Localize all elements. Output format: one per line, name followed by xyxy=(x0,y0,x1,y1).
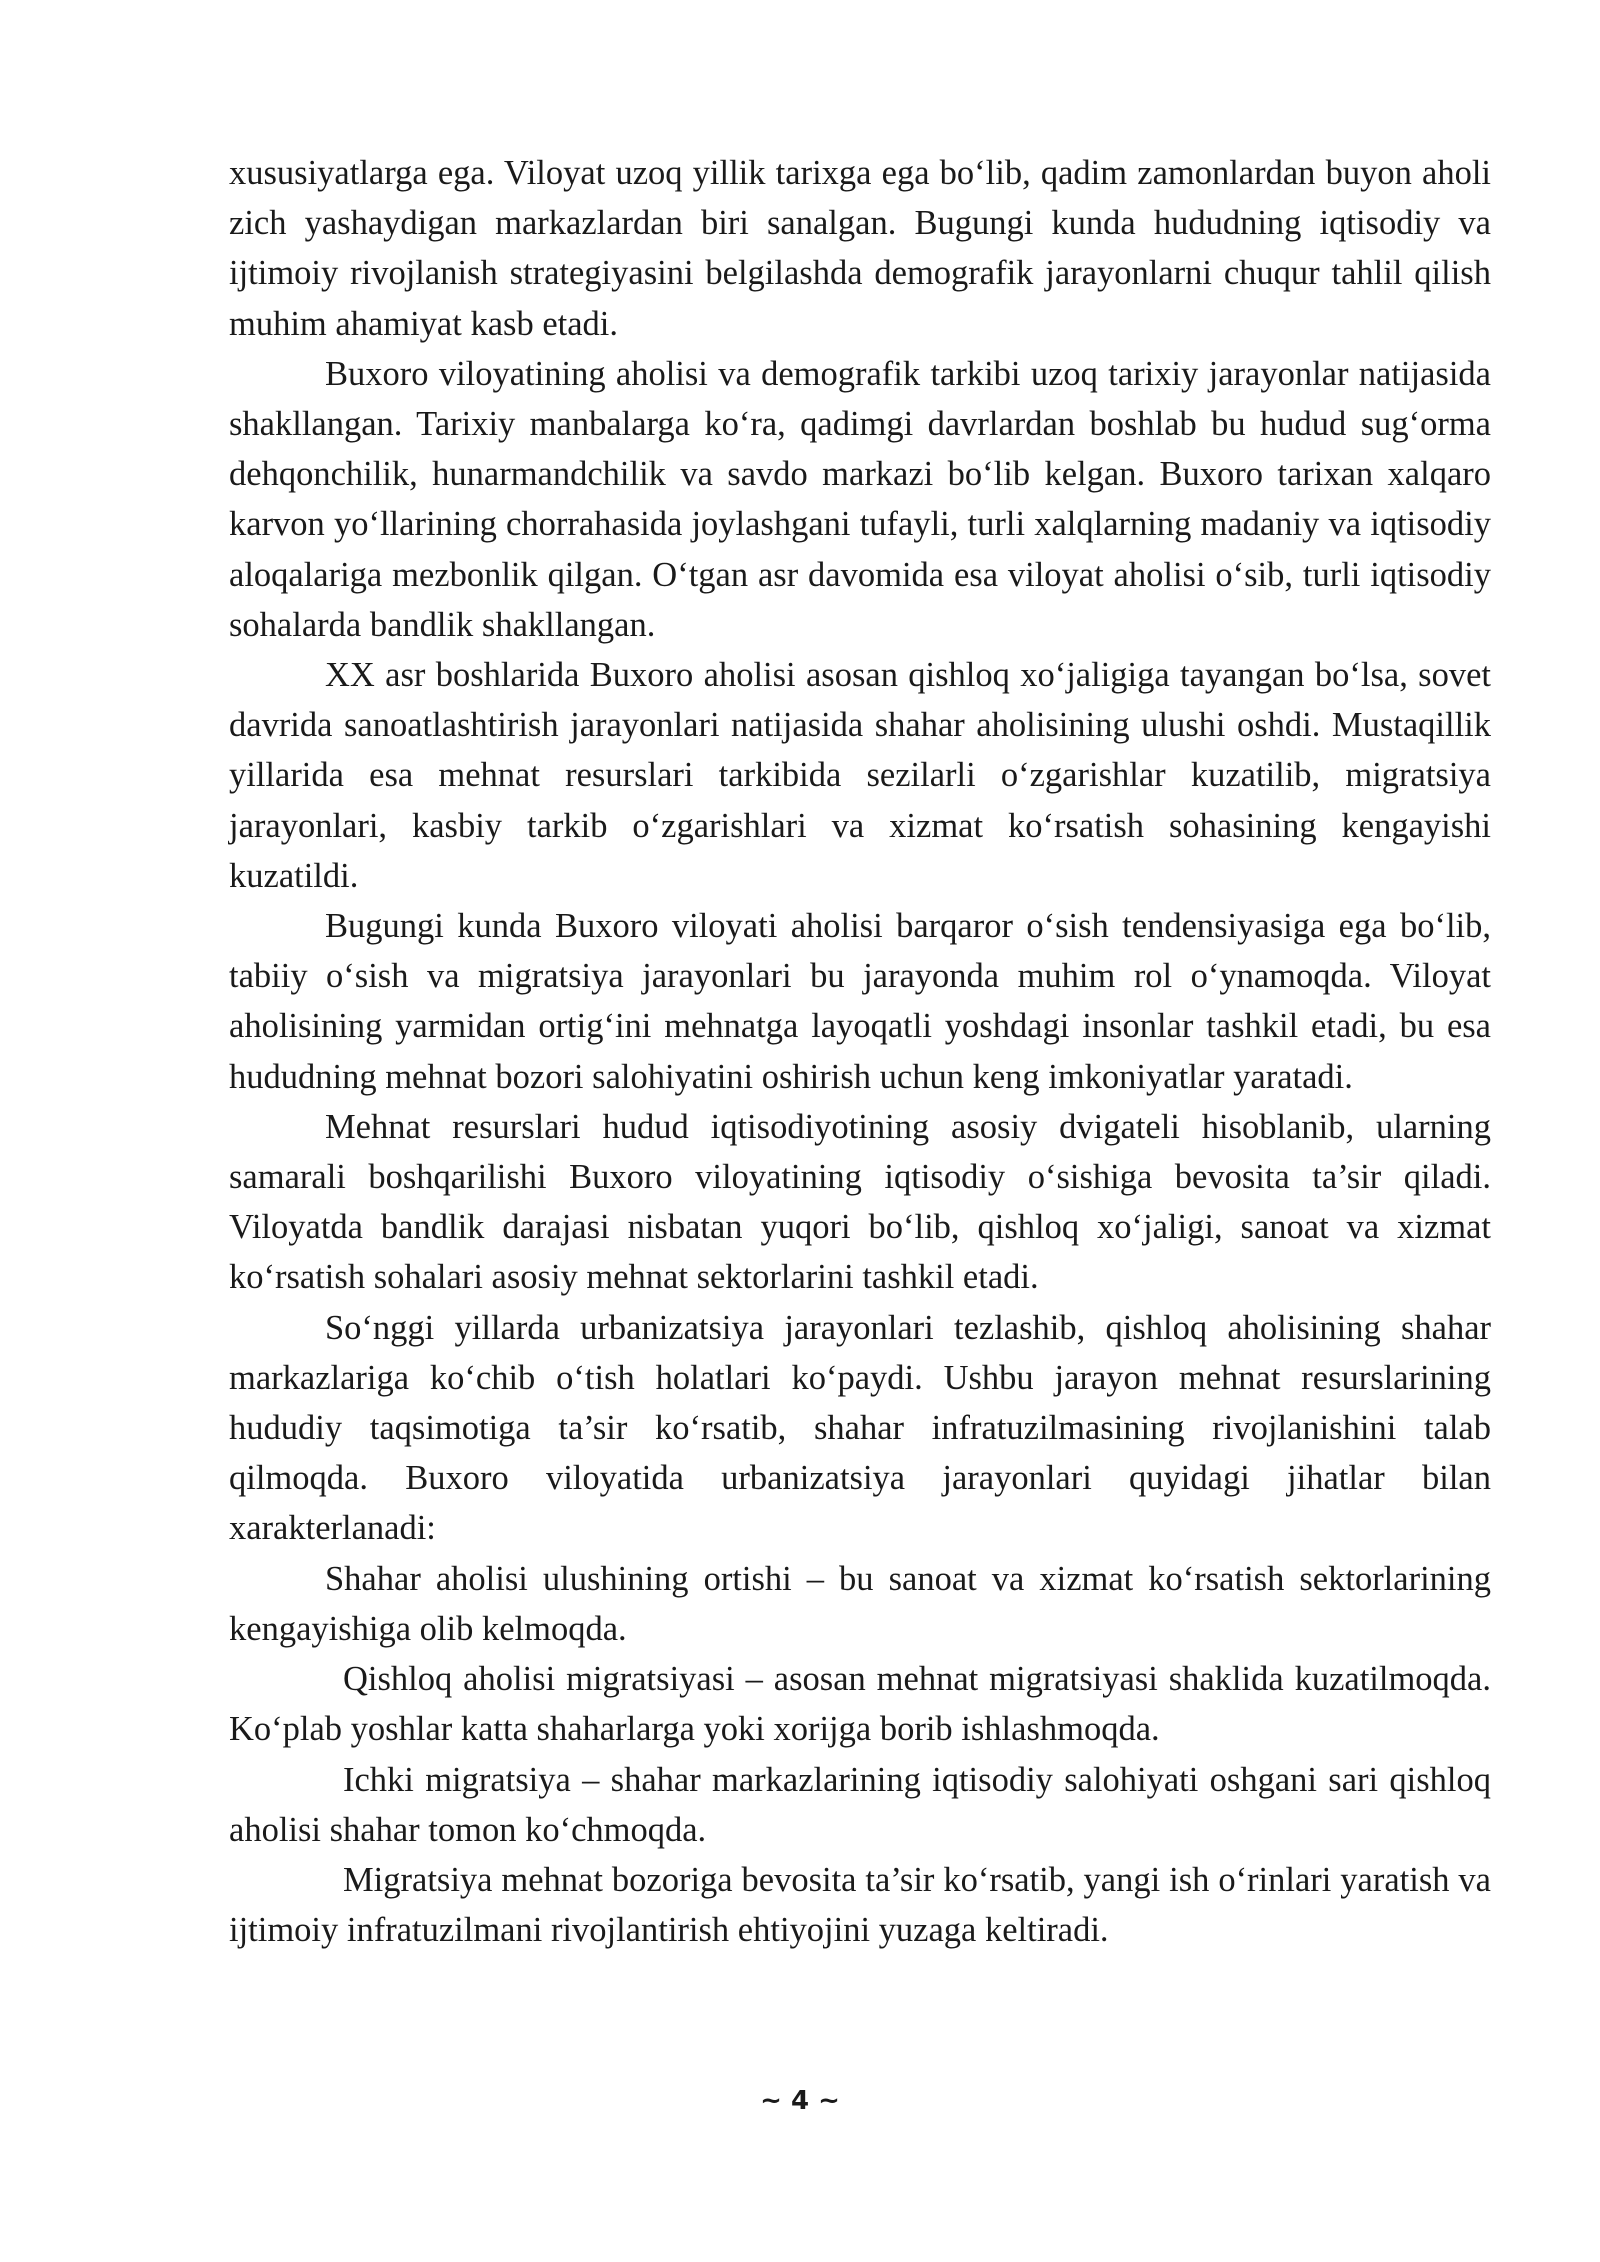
paragraph: Bugungi kunda Buxoro viloyati aholisi barqaror o‘sish tendensiyasiga ega bo‘lib, tabiiy o‘sish va migratsiya jarayonlari bu jarayonda muhim rol o‘ynamoqda. Viloyat aholisining yarmidan ortig‘ini mehnatga layoqatli yoshdagi insonlar tashkil etadi, bu esa hududning mehnat bozori salohiyatini oshirish uchun keng imkoniyatlar yaratadi. xyxy=(229,907,1491,1096)
list-paragraph: Ichki migratsiya – shahar markazlarining iqtisodiy salohiyati oshgani sari qishloq aholisi shahar tomon ko‘chmoqda. xyxy=(229,1760,1491,1849)
page-number: ~ 4 ~ xyxy=(760,2086,840,2116)
paragraph: XX asr boshlarida Buxoro aholisi asosan qishloq xo‘jaligiga tayangan bo‘lsa, sovet davrida sanoatlashtirish jarayonlari natijasida shahar aholisining ulushi oshdi. Mustaqillik yillarida esa mehnat resurslari tarkibida sezilarli o‘zgarishlar kuzatilib, migratsiya jarayonlari, kasbiy tarkib o‘zgarishlari va xizmat ko‘rsatish sohasining kengayishi kuzatildi. xyxy=(229,656,1491,895)
paragraph: Buxoro viloyatining aholisi va demografik tarkibi uzoq tarixiy jarayonlar natijasida shakllangan. Tarixiy manbalarga ko‘ra, qadimgi davrlardan boshlab bu hudud sug‘orma dehqonchilik, hunarmandchilik va savdo markazi bo‘lib kelgan. Buxoro tarixan xalqaro karvon yo‘llarining chorrahasida joylashgani tufayli, turli xalqlarning madaniy va iqtisodiy aloqalariga mezbonlik qilgan. O‘tgan asr davomida esa viloyat aholisi o‘sib, turli iqtisodiy sohalarda bandlik shakllangan. xyxy=(229,354,1491,644)
paragraph: Migratsiya mehnat bozoriga bevosita ta’sir ko‘rsatib, yangi ish o‘rinlari yaratish va ijtimoiy infratuzilmani rivojlantirish ehtiyojini yuzaga keltiradi. xyxy=(229,1860,1491,1950)
paragraph: Mehnat resurslari hudud iqtisodiyotining asosiy dvigateli hisoblanib, ularning samarali boshqarilishi Buxoro viloyatining iqtisodiy o‘sishiga bevosita ta’sir qiladi. Viloyatda bandlik darajasi nisbatan yuqori bo‘lib, qishloq xo‘jaligi, sanoat va xizmat ko‘rsatish sohalari asosiy mehnat sektorlarini tashkil etadi. xyxy=(229,1107,1491,1297)
paragraph: So‘nggi yillarda urbanizatsiya jarayonlari tezlashib, qishloq aholisining shahar markazlariga ko‘chib o‘tish holatlari ko‘paydi. Ushbu jarayon mehnat resurslarining hududiy taqsimotiga ta’sir ko‘rsatib, shahar infratuzilmasining rivojlanishini talab qilmoqda. Buxoro viloyatida urbanizatsiya jarayonlari quyidagi jihatlar bilan xarakterlanadi: xyxy=(229,1308,1491,1548)
body-text xyxy=(229,148,1491,1955)
paragraph: xususiyatlarga ega. Viloyat uzoq yillik tarixga ega bo‘lib, qadim zamonlardan buyon aholi zich yashaydigan markazlardan biri sanalgan. Bugungi kunda hududning iqtisodiy va ijtimoiy rivojlanish strategiyasini belgilashda demografik jarayonlarni chuqur tahlil qilish muhim ahamiyat kasb etadi. xyxy=(229,154,1491,343)
list-paragraph: Qishloq aholisi migratsiyasi – asosan mehnat migratsiyasi shaklida kuzatilmoqda. Ko‘plab yoshlar katta shaharlarga yoki xorijga borib ishlashmoqda. xyxy=(229,1660,1491,1749)
list-paragraph: Shahar aholisi ulushining ortishi – bu sanoat va xizmat ko‘rsatish sektorlarining kengayishiga olib kelmoqda. xyxy=(229,1559,1491,1648)
